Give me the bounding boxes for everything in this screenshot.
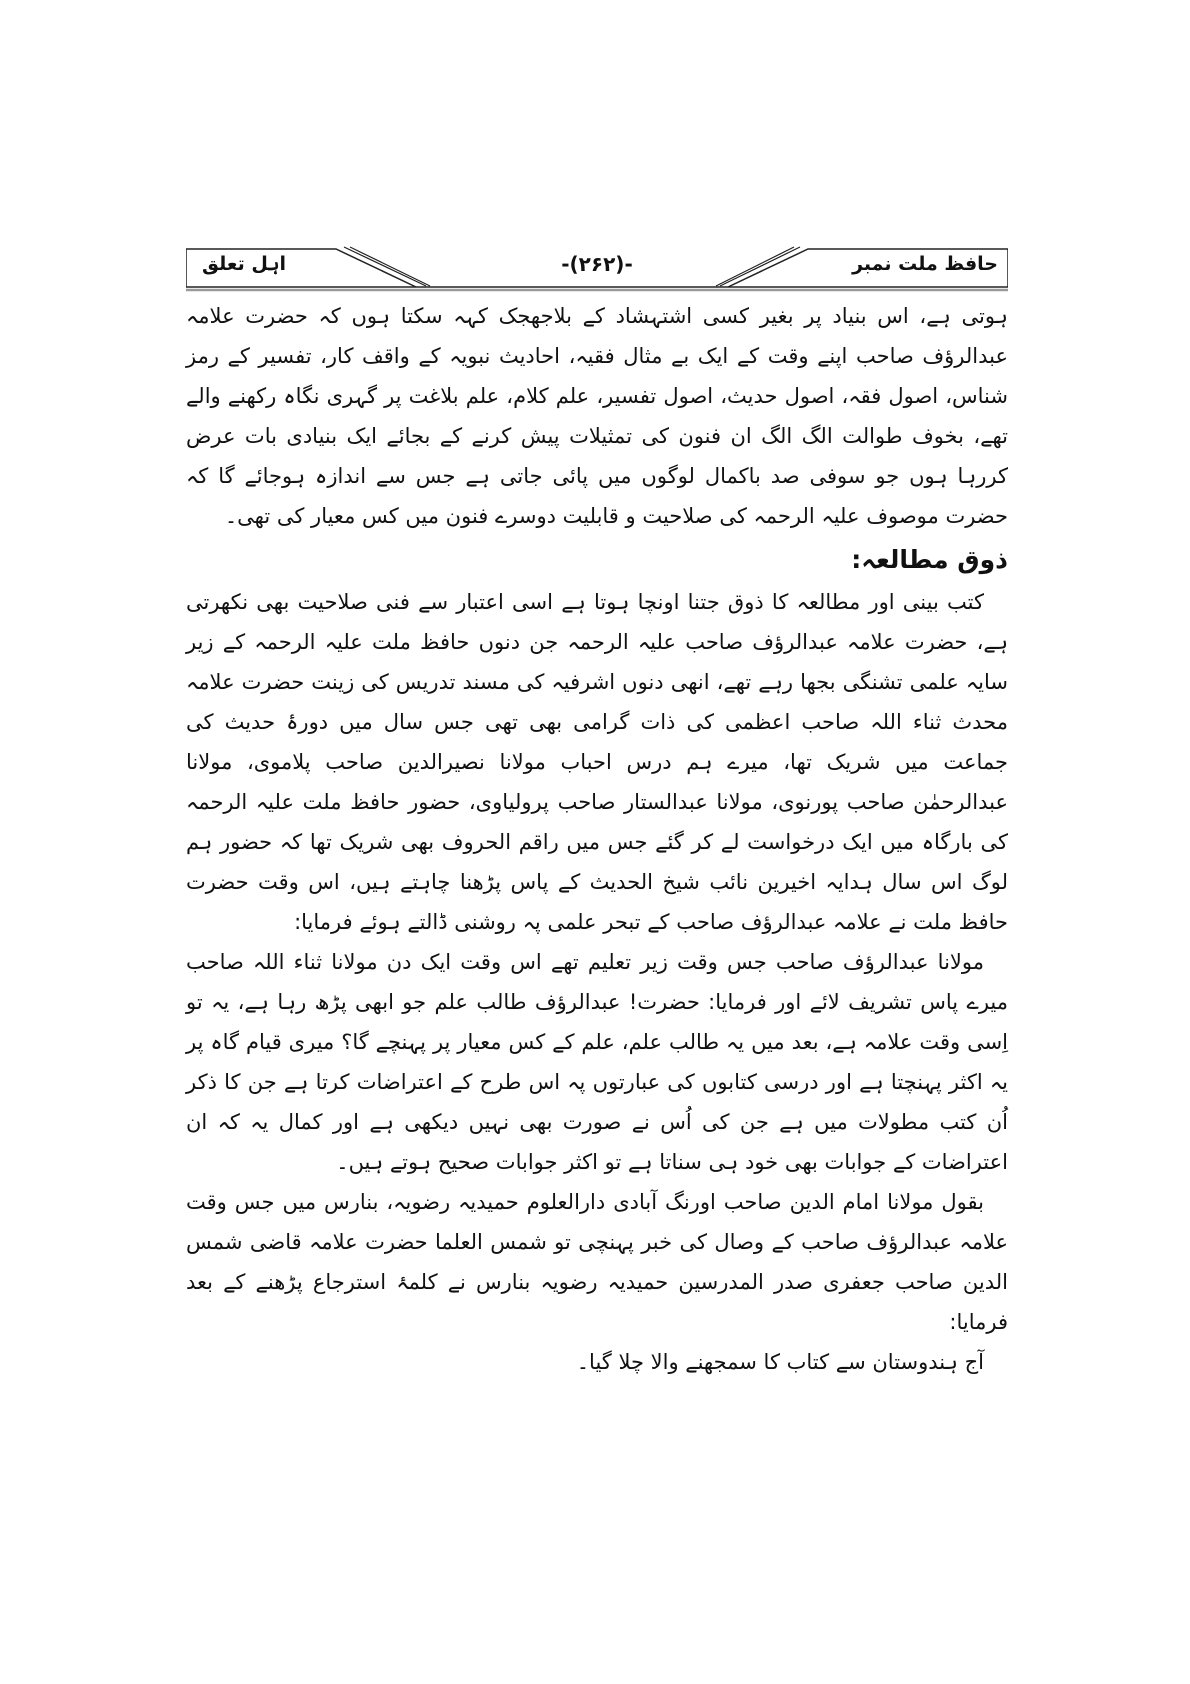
paragraph-1: ہوتی ہے، اس بنیاد پر بغیر کسی اشتہشاد کے بلاجھجک کہہ سکتا ہوں کہ حضرت علامہ عبدالرؤف صاحب اپنے وقت کے ایک بے مثال فقیہ، احادیث نبویہ کے واقف کار، تفسیر کے رمز شناس، اصول فقہ، اصول حدیث، اصول تفسیر، علم کلام، علم بلاغت پر گہری نگاہ رکھنے والے تھے، بخوف طوالت الگ الگ ان فنون کی تمثیلات پیش کرنے کے بجائے ایک بنیادی بات عرض کررہا ہوں جو سوفی صد باکمال لوگوں میں پائی جاتی ہے جس سے اندازہ ہوجائے گا کہ حضرت موصوف علیہ الرحمہ کی صلاحیت و قابلیت دوسرے فنون میں کس معیار کی تھی۔ [186, 304, 1008, 528]
page-header [186, 246, 1008, 292]
section-heading: ذوق مطالعہ: [851, 545, 1008, 574]
closing-quote: آج ہندوستان سے کتاب کا سمجھنے والا چلا گیا۔ [576, 1350, 984, 1374]
paragraph-3: مولانا عبدالرؤف صاحب جس وقت زیر تعلیم تھے اس وقت ایک دن مولانا ثناء اللہ صاحب میرے پاس تشریف لائے اور فرمایا: حضرت! عبدالرؤف طالب علم جو ابھی پڑھ رہا ہے، یہ تو اِسی وقت علامہ ہے، بعد میں یہ طالب علم، علم کے کس معیار پر پہنچے گا؟ میری قیام گاہ پر یہ اکثر پہنچتا ہے اور درسی کتابوں کی عبارتوں پہ اس طرح کے اعتراضات کرتا ہے جن کا ذکر اُن کتب مطولات میں ہے جن کی اُس نے صورت بھی نہیں دیکھی ہے اور کمال یہ کہ ان اعتراضات کے جوابات بھی خود ہی سناتا ہے تو اکثر جوابات صحیح ہوتے ہیں۔ [186, 950, 1008, 1174]
page-number: -(۲۶۲)- [561, 252, 633, 276]
header-book-title: حافظ ملت نمبر [852, 253, 998, 275]
page-body [186, 296, 1008, 1382]
paragraph-2: کتب بینی اور مطالعہ کا ذوق جتنا اونچا ہوتا ہے اسی اعتبار سے فنی صلاحیت بھی نکھرتی ہے، حضرت علامہ عبدالرؤف صاحب علیہ الرحمہ جن دنوں حافظ ملت علیہ الرحمہ کے زیر سایہ علمی تشنگی بجھا رہے تھے، انھی دنوں اشرفیہ کی مسند تدریس کی زینت حضرت علامہ محدث ثناء اللہ صاحب اعظمی کی ذات گرامی بھی تھی جس سال میں دورۂ حدیث کی جماعت میں شریک تھا، میرے ہم درس احباب مولانا نصیرالدین صاحب پلاموی، مولانا عبدالرحمٰن صاحب پورنوی، مولانا عبدالستار صاحب پرولیاوی، حضور حافظ ملت علیہ الرحمہ کی بارگاہ میں ایک درخواست لے کر گئے جس میں راقم الحروف بھی شریک تھا کہ حضور ہم لوگ اس سال ہدایہ اخیرین نائب شیخ الحدیث کے پاس پڑھنا چاہتے ہیں، اس وقت حضرت حافظ ملت نے علامہ عبدالرؤف صاحب کے تبحر علمی پہ روشنی ڈالتے ہوئے فرمایا: [186, 590, 1008, 934]
paragraph-4: بقول مولانا امام الدین صاحب اورنگ آبادی دارالعلوم حمیدیہ رضویہ، بنارس میں جس وقت علامہ عبدالرؤف صاحب کے وصال کی خبر پہنچی تو شمس العلما حضرت علامہ قاضی شمس الدین صاحب جعفری صدر المدرسین حمیدیہ رضویہ بنارس نے کلمۂ استرجاع پڑھنے کے بعد فرمایا: [186, 1190, 1008, 1334]
header-section-title: اہل تعلق [202, 253, 286, 275]
document-page [186, 246, 1008, 1382]
